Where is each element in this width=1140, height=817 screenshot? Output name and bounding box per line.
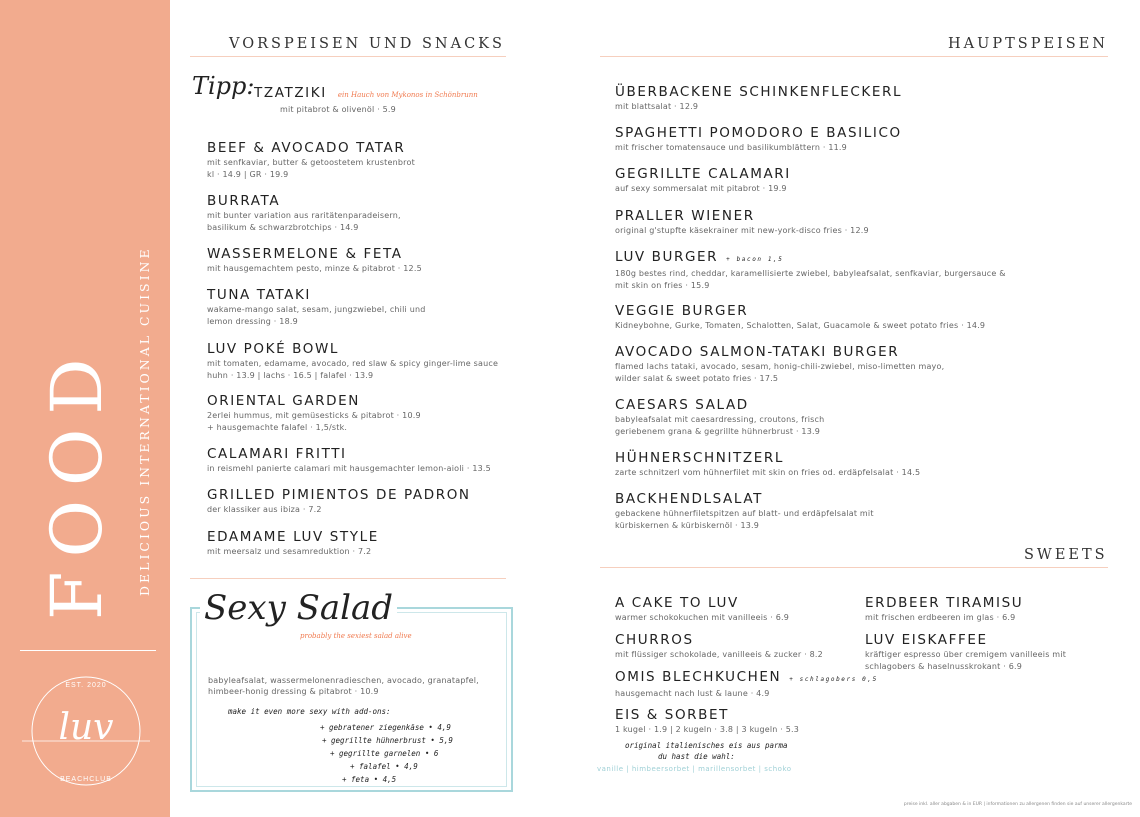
main-item <box>615 303 985 332</box>
item-name: BURRATA <box>207 193 281 209</box>
item-desc: Kidneybohne, Gurke, Tomaten, Schalotten, Salat, Guacamole & sweet potato fries · 14.9 <box>615 321 986 330</box>
item-desc: mit skin on fries · 15.9 <box>615 280 710 290</box>
item-desc: kräftiger espresso über cremigem vanilleeis mit <box>865 650 1067 659</box>
item-name: WASSERMELONE & FETA <box>207 246 403 262</box>
food-subtitle: DELICIOUS INTERNATIONAL CUISINE <box>137 246 152 596</box>
salad-addons-title: make it even more sexy with add-ons: <box>228 707 391 716</box>
item-desc: + hausgemachte falafel · 1,5/stk. <box>207 422 348 432</box>
item-name: TUNA TATAKI <box>207 287 312 303</box>
item-name: CAESARS SALAD <box>615 397 749 413</box>
sweet-item <box>865 595 1023 624</box>
item-name <box>615 669 878 688</box>
item-desc: 2erlei hummus, mit gemüsesticks & pitabrot · 10.9 <box>207 411 421 420</box>
item-note: ein Hauch von Mykonos in Schönbrunn <box>337 91 478 99</box>
item-desc: kl · 14.9 | GR · 19.9 <box>207 169 289 179</box>
starter-item <box>207 287 426 327</box>
starters-title: VORSPEISEN UND SNACKS <box>229 36 505 52</box>
item-desc: mit tomaten, edamame, avocado, red slaw & spicy ginger-lime sauce <box>207 359 499 368</box>
main-item <box>615 491 874 531</box>
sweets-title: SWEETS <box>1024 547 1108 563</box>
salad-subtitle: probably the sexiest salad alive <box>300 632 412 640</box>
mains-title: HAUPTSPEISEN <box>948 36 1108 52</box>
starter-item <box>207 393 421 433</box>
item-name: HÜHNERSCHNITZERL <box>615 450 784 466</box>
mains-rule <box>600 56 1108 57</box>
item-desc: gebackene hühnerfiletspitzen auf blatt- und erdäpfelsalat mit <box>615 509 874 518</box>
item-name: VEGGIE BURGER <box>615 303 749 319</box>
main-item <box>615 249 1006 291</box>
item-desc: in reismehl panierte calamari mit hausgemachter lemon-aioli · 13.5 <box>207 464 491 473</box>
item-desc: basilikum & schwarzbrotchips · 14.9 <box>207 222 359 232</box>
item-desc: mit bunter variation aus raritätenparadeisern, <box>207 211 401 220</box>
item-note: + schlagobers 0,5 <box>789 676 878 683</box>
ice-note-2: du hast die wahl: <box>658 752 735 761</box>
item-desc: flamed lachs tataki, avocado, sesam, honig-chili-zwiebel, miso-limetten mayo, <box>615 362 945 371</box>
salad-addon-3: + gegrillte garnelen • 6 <box>330 749 439 758</box>
starters-rule <box>190 56 506 57</box>
main-item <box>615 125 902 154</box>
tzatziki-item <box>254 82 478 102</box>
luv-beachclub-logo <box>22 667 150 795</box>
item-desc: hausgemacht nach lust & laune · 4.9 <box>615 689 770 698</box>
main-item <box>615 166 791 195</box>
ice-note-1: original italienisches eis aus parma <box>625 741 788 750</box>
item-name: LUV EISKAFFEE <box>865 632 988 648</box>
item-desc: wilder salat & sweet potato fries · 17.5 <box>615 373 779 383</box>
main-item <box>615 84 902 113</box>
item-name: TZATZIKI <box>254 85 327 101</box>
item-desc: auf sexy sommersalat mit pitabrot · 19.9 <box>615 184 787 193</box>
starter-item <box>207 246 422 275</box>
item-name: SPAGHETTI POMODORO E BASILICO <box>615 125 902 141</box>
logo-word: luv <box>58 707 114 748</box>
item-name: BEEF & AVOCADO TATAR <box>207 140 406 156</box>
item-desc: mit blattsalat · 12.9 <box>615 102 699 111</box>
food-title: FOOD <box>36 344 118 620</box>
starter-item <box>207 140 415 180</box>
logo-sub: BEACHCLUB <box>60 776 112 783</box>
item-desc: schlagobers & haselnusskrokant · 6.9 <box>865 661 1023 671</box>
item-name: CALAMARI FRITTI <box>207 446 347 462</box>
logo-est: EST. 2020 <box>65 682 107 689</box>
starter-item <box>207 487 471 516</box>
starter-item <box>207 529 379 558</box>
item-desc: mit frischen erdbeeren im glas · 6.9 <box>865 613 1016 622</box>
salad-title: Sexy Salad <box>200 588 397 628</box>
salad-desc-2: himbeer-honig dressing & pitabrot · 10.9 <box>208 687 379 696</box>
item-name <box>615 249 1006 268</box>
main-item <box>615 450 920 479</box>
item-desc: mit frischer tomatensauce und basilikumblättern · 11.9 <box>615 143 847 152</box>
item-desc: babyleafsalat mit caesardressing, croutons, frisch <box>615 415 825 424</box>
ice-flavors: vanille | himbeersorbet | marillensorbet | schoko <box>597 765 792 773</box>
item-name: LUV POKÉ BOWL <box>207 341 340 357</box>
sweet-item <box>615 595 789 624</box>
item-name: EIS & SORBET <box>615 707 730 723</box>
starter-item <box>207 446 491 475</box>
sweet-item <box>615 632 823 661</box>
footer-note: preise inkl. aller abgaben & in EUR | informationen zu allergenen finden sie auf unserer allergenkarte <box>903 802 1132 807</box>
item-desc: zarte schnitzerl vom hühnerfilet mit skin on fries od. erdäpfelsalat · 14.5 <box>615 468 921 477</box>
item-desc: geriebenem grana & gegrillte hühnerbrust · 13.9 <box>615 426 821 436</box>
item-desc: warmer schokokuchen mit vanilleeis · 6.9 <box>615 613 790 622</box>
tzatziki-desc: mit pitabrot & olivenöl · 5.9 <box>280 105 396 114</box>
main-item <box>615 397 824 437</box>
salad-addon-5: + feta • 4,5 <box>342 775 397 784</box>
item-name: EDAMAME LUV STYLE <box>207 529 379 545</box>
item-name: ÜBERBACKENE SCHINKENFLECKERL <box>615 84 903 100</box>
item-name: CHURROS <box>615 632 694 648</box>
item-desc: huhn · 13.9 | lachs · 16.5 | falafel · 13.9 <box>207 370 374 380</box>
item-desc: 1 kugel · 1.9 | 2 kugeln · 3.8 | 3 kugeln · 5.3 <box>615 725 800 734</box>
item-note: + bacon 1,5 <box>726 256 784 263</box>
item-desc: kürbiskernen & kürbiskernöl · 13.9 <box>615 520 760 530</box>
item-desc: wakame-mango salat, sesam, jungzwiebel, chili und <box>207 305 426 314</box>
salad-addon-2: + gegrillte hühnerbrust • 5,9 <box>322 736 453 745</box>
item-desc: mit senfkaviar, butter & getoostetem krustenbrot <box>207 158 415 167</box>
sidebar-divider <box>20 650 156 651</box>
item-desc: der klassiker aus ibiza · 7.2 <box>207 505 322 514</box>
item-name: GRILLED PIMIENTOS DE PADRON <box>207 487 471 503</box>
salad-addon-4: + falafel • 4,9 <box>350 762 418 771</box>
item-name: AVOCADO SALMON-TATAKI BURGER <box>615 344 900 360</box>
item-name-text: OMIS BLECHKUCHEN <box>615 669 782 685</box>
sweet-item <box>865 632 1066 672</box>
item-name: ERDBEER TIRAMISU <box>865 595 1024 611</box>
sweets-rule <box>600 567 1108 568</box>
item-name: PRALLER WIENER <box>615 208 755 224</box>
tipp-label: Tipp: <box>192 72 255 100</box>
item-name: GEGRILLTE CALAMARI <box>615 166 791 182</box>
salad-rule <box>190 578 506 579</box>
sweet-item <box>615 707 799 736</box>
item-name: ORIENTAL GARDEN <box>207 393 360 409</box>
item-desc: mit meersalz und sesamreduktion · 7.2 <box>207 547 372 556</box>
item-desc: mit flüssiger schokolade, vanilleeis & zucker · 8.2 <box>615 650 823 659</box>
main-item <box>615 208 869 237</box>
salad-desc-1: babyleafsalat, wassermelonenradieschen, avocado, granatapfel, <box>208 676 479 685</box>
item-name: A CAKE TO LUV <box>615 595 739 611</box>
item-desc: original g'stupfte käsekrainer mit new-york-disco fries · 12.9 <box>615 226 869 235</box>
main-item <box>615 344 944 384</box>
item-name: BACKHENDLSALAT <box>615 491 763 507</box>
item-desc: lemon dressing · 18.9 <box>207 316 298 326</box>
item-desc: mit hausgemachtem pesto, minze & pitabrot · 12.5 <box>207 264 422 273</box>
item-desc: 180g bestes rind, cheddar, karamellisierte zwiebel, babyleafsalat, senfkaviar, burgersauce & <box>615 269 1006 278</box>
sweet-item <box>615 669 878 700</box>
item-name-text: LUV BURGER <box>615 249 719 265</box>
salad-addon-1: + gebratener ziegenkäse • 4,9 <box>320 723 451 732</box>
starter-item <box>207 341 498 381</box>
starter-item <box>207 193 401 233</box>
